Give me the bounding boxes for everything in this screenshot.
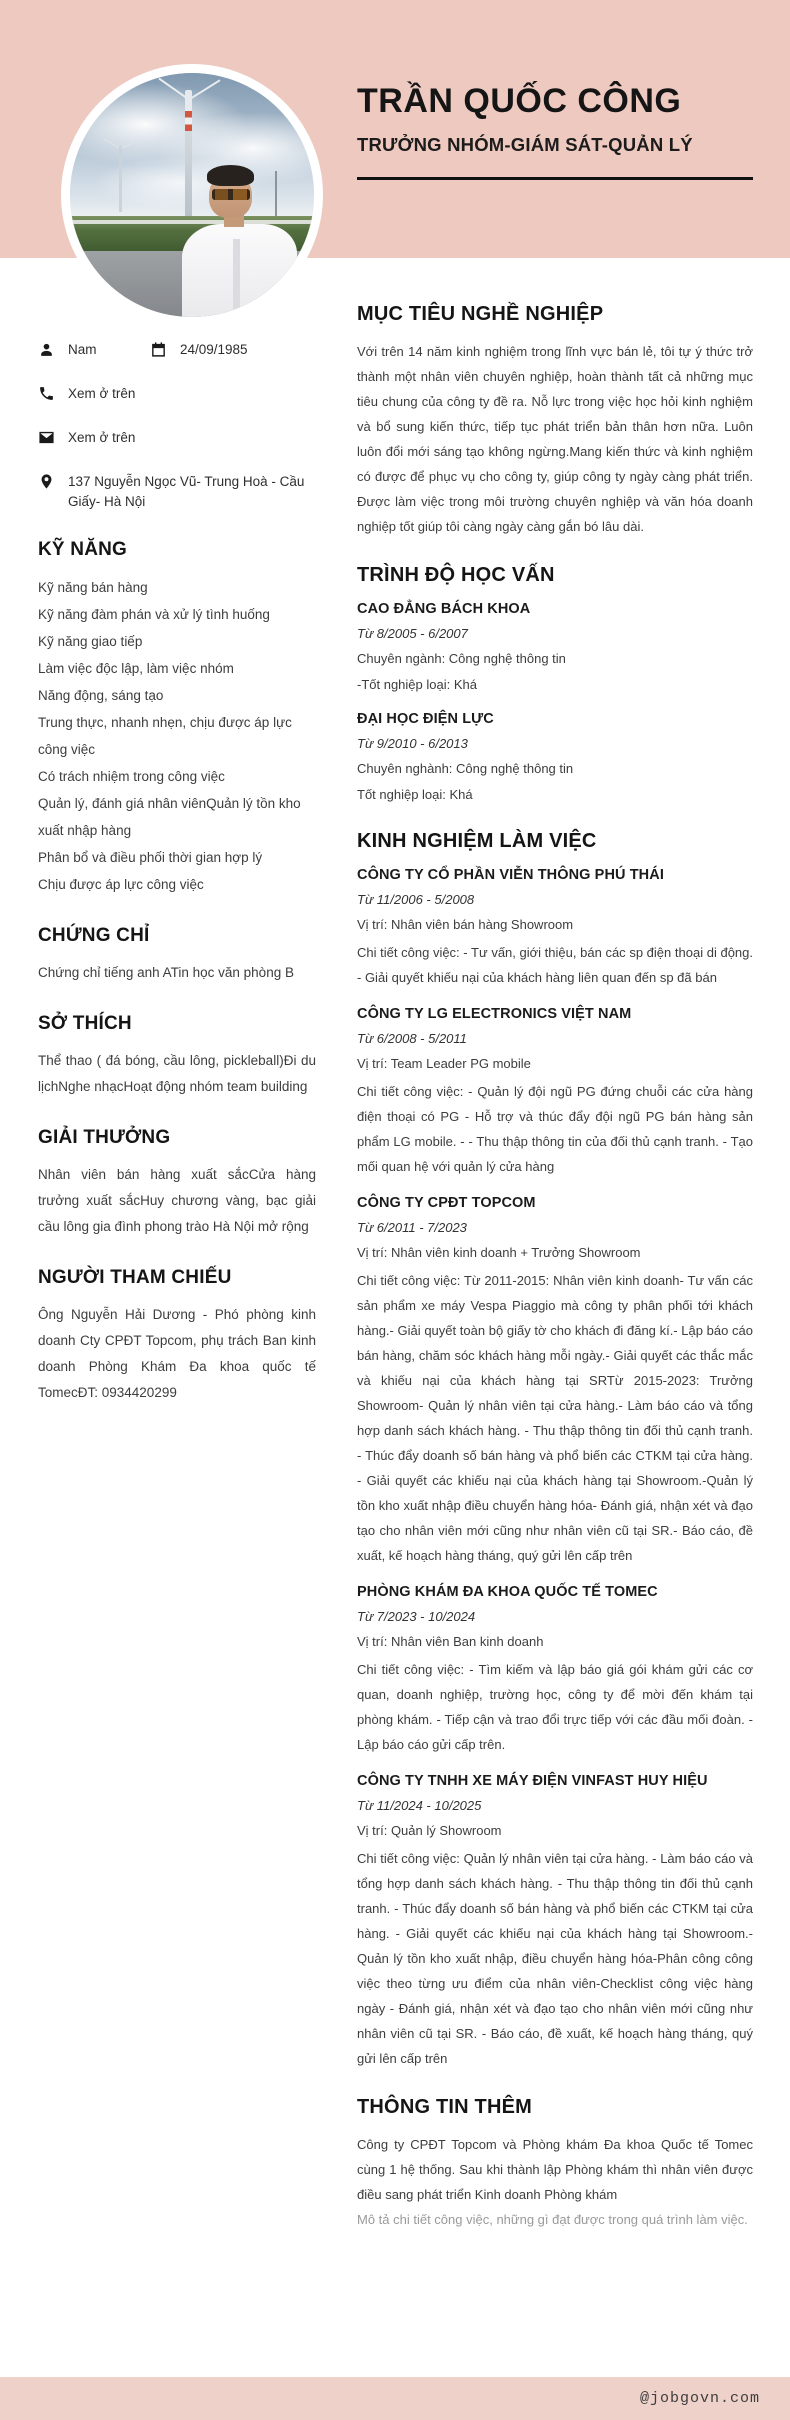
company-name: PHÒNG KHÁM ĐA KHOA QUỐC TẾ TOMEC (357, 1584, 658, 1600)
experience-position: Vị trí: Quản lý Showroom (357, 1823, 502, 1838)
experience-position: Vị trí: Nhân viên kinh doanh + Trưởng Showroom (357, 1245, 641, 1260)
section-heading-objective: MỤC TIÊU NGHỀ NGHIỆP (357, 303, 604, 325)
experience-entry (357, 1005, 753, 1179)
skill-item: Phân bổ và điều phối thời gian hợp lý (38, 850, 263, 865)
experience-position: Vị trí: Nhân viên bán hàng Showroom (357, 917, 574, 932)
info-row-phone (38, 384, 316, 404)
education-period: Từ 8/2005 - 6/2007 (357, 626, 468, 641)
experience-period: Từ 11/2024 - 10/2025 (357, 1798, 482, 1813)
experience-entry (357, 1194, 753, 1568)
skill-item: Làm việc độc lập, làm việc nhóm (38, 661, 234, 676)
photo-fence (70, 220, 314, 224)
education-entry (357, 600, 753, 695)
experience-position: Vị trí: Nhân viên Ban kinh doanh (357, 1634, 544, 1649)
additional-placeholder-text: Mô tả chi tiết công việc, những gì đạt được trong quá trình làm việc. (357, 2212, 748, 2227)
experience-period: Từ 7/2023 - 10/2024 (357, 1609, 476, 1624)
additional-text: Công ty CPĐT Topcom và Phòng khám Đa khoa Quốc tế Tomec cùng 1 hệ thống. Sau khi thành lập Phòng khám thì nhân viên được điều sang phát triển Kinh doanh Phòng khám (357, 2137, 753, 2202)
email-value: Xem ở trên (68, 430, 136, 445)
section-heading-skills: KỸ NĂNG (38, 539, 128, 560)
experience-detail: Chi tiết công việc: - Tư vấn, giới thiệu, bán các sp điện thoại di động. - Giải quyết khiếu nại của khách hàng liên quan đến sp đã bán (357, 945, 753, 985)
experience-period: Từ 6/2011 - 7/2023 (357, 1220, 467, 1235)
phone-icon (38, 385, 55, 402)
skill-item: Chịu được áp lực công việc (38, 877, 204, 892)
education-period: Từ 9/2010 - 6/2013 (357, 736, 468, 751)
section-heading-additional: THÔNG TIN THÊM (357, 2096, 533, 2118)
phone-value: Xem ở trên (68, 386, 136, 401)
info-row-email (38, 428, 316, 448)
education-major: Chuyên ngành: Công nghệ thông tin (357, 651, 566, 666)
header-divider (357, 177, 753, 180)
location-pin-icon (38, 473, 55, 490)
company-name: CÔNG TY CỔ PHẦN VIỄN THÔNG PHÚ THÁI (357, 867, 664, 883)
education-entry (357, 710, 753, 805)
section-objective (357, 302, 753, 539)
school-name: CAO ĐẲNG BÁCH KHOA (357, 601, 531, 617)
references-text: Ông Nguyễn Hải Dương - Phó phòng kinh doanh Cty CPĐT Topcom, phụ trách Ban kinh doanh Phòng Khám Đa khoa quốc tế TomecĐT: 0934420299 (38, 1307, 316, 1400)
skills-list (38, 574, 316, 898)
photo-wind-turbine (185, 90, 192, 222)
education-grade: -Tốt nghiệp loại: Khá (357, 677, 477, 692)
gender-value: Nam (68, 342, 97, 357)
company-name: CÔNG TY LG ELECTRONICS VIỆT NAM (357, 1006, 632, 1022)
experience-detail: Chi tiết công việc: Quản lý nhân viên tại cửa hàng. - Làm báo cáo và tổng hợp danh sách khách hàng. - Thu thập thông tin đối thủ cạnh tranh. - Thúc đẩy doanh số bán hàng và phổ biến các CTKM tại cửa hàng. - Giải quyết các khiếu nại của khách hàng tại Showroom.-Quản lý tồn kho xuất nhập, điều chuyển hàng hóa-Phân công công việc theo từng ưu điểm của nhân viên-Checklist công việc hàng ngày - Đánh giá, nhận xét và đạo tạo cho nhân viên mới cũng như nhân viên cũ tại SR. - Báo cáo, đề xuất, kế hoạch hàng tháng, quý gửi lên cấp trên (357, 1851, 753, 2066)
objective-text: Với trên 14 năm kinh nghiệm trong lĩnh vực bán lẻ, tôi tự ý thức trở thành một nhân viên chuyên nghiệp, hoàn thành tất cả những mục tiêu chung của công ty đề ra. Nỗ lực trong việc học hỏi kinh nghiệm và bổ sung kiến thức, tiếp tục phát triển bản thân hơn nữa. Luôn luôn đổi mới sáng tạo không ngừng.Mang kiến thức và kinh nghiệm có được để phục vụ cho công ty, giúp công ty ngày càng phát triển. Được làm việc trong môi trường chuyên nghiệp và văn hóa doanh nghiệp tốt giúp tôi càng ngày càng gắn bó lâu dài. (357, 344, 753, 534)
education-grade: Tốt nghiệp loại: Khá (357, 787, 473, 802)
phone-field (38, 384, 135, 404)
section-experience (357, 829, 753, 2071)
watermark: @jobgovn.com (639, 2390, 760, 2407)
section-heading-experience: KINH NGHIỆM LÀM VIỆC (357, 830, 597, 852)
experience-detail: Chi tiết công việc: Từ 2011-2015: Nhân viên kinh doanh- Tư vấn các sản phẩm xe máy Vespa Piaggio mà công ty phân phối tới khách hàng.- Giải quyết toàn bộ giấy tờ cho khách đi đăng kí.- Lập báo cáo bán hàng, chăm sóc khách hàng mỗi ngày.- Giải quyết các thắc mắc và khiếu nại của khách hàng tại SRTừ 2015-2023: Trưởng Showroom- Quản lý nhân viên tại cửa hàng.- Làm báo cáo và tổng hợp danh sách khách hàng. - Thu thập thông tin đối thủ cạnh tranh. - Thúc đẩy doanh số bán hàng và phổ biến các CTKM tại cửa hàng. - Giải quyết các khiếu nại của khách hàng tại Showroom.-Quản lý tồn kho xuất nhập điều chuyển hàng hóa- Đánh giá, nhận xét và đạo tạo cho nhân viên mới cũng như nhân viên cũ tại SR.- Báo cáo, đề xuất, kế hoạch hàng tháng, quý gửi lên cấp trên (357, 1273, 753, 1563)
section-heading-education: TRÌNH ĐỘ HỌC VẤN (357, 564, 555, 586)
experience-period: Từ 11/2006 - 5/2008 (357, 892, 475, 907)
section-additional-info (357, 2095, 753, 2232)
photo-man-shirt (182, 224, 297, 317)
school-name: ĐẠI HỌC ĐIỆN LỰC (357, 711, 494, 727)
footer-band (0, 2377, 790, 2420)
company-name: CÔNG TY TNHH XE MÁY ĐIỆN VINFAST HUY HIỆU (357, 1773, 708, 1789)
section-heading-hobbies: SỞ THÍCH (38, 1013, 132, 1034)
left-column (38, 340, 316, 1406)
skill-item: Năng động, sáng tạo (38, 688, 164, 703)
experience-entry (357, 1583, 753, 1757)
experience-entry (357, 866, 753, 990)
person-icon (38, 341, 55, 358)
awards-text: Nhân viên bán hàng xuất sắcCửa hàng trưởng xuất sắcHuy chương vàng, bạc giải cầu lông gia đình phong trào Hà Nội mở rộng (38, 1167, 316, 1234)
right-column (357, 302, 753, 2232)
header (357, 82, 753, 180)
hobbies-text: Thể thao ( đá bóng, cầu lông, pickleball)Đi du lịchNghe nhạcHoạt động nhóm team building (38, 1053, 316, 1094)
job-title: TRƯỞNG NHÓM-GIÁM SÁT-QUẢN LÝ (357, 134, 693, 155)
page-title: TRẦN QUỐC CÔNG (357, 82, 682, 120)
photo-sunglasses (212, 189, 250, 199)
experience-entry (357, 1772, 753, 2071)
dob-value: 24/09/1985 (180, 342, 248, 357)
section-heading-awards: GIẢI THƯỞNG (38, 1127, 171, 1148)
skill-item: Quản lý, đánh giá nhân viênQuản lý tồn kho xuất nhập hàng (38, 796, 301, 838)
calendar-icon (150, 341, 167, 358)
gender-field (38, 340, 150, 360)
mail-icon (38, 429, 55, 446)
skill-item: Kỹ năng giao tiếp (38, 634, 143, 649)
experience-detail: Chi tiết công việc: - Quản lý đội ngũ PG đứng chuỗi các cửa hàng điện thoại có PG - Hỗ trợ và thúc đẩy đội ngũ PG bán hàng sản phẩm LG mobile. - - Thu thập thông tin của đối thủ cạnh tranh. - Tạo mối quan hệ với quản lý cửa hàng (357, 1084, 753, 1174)
avatar (61, 64, 323, 326)
photo-shirt-placket (233, 239, 239, 317)
skill-item: Kỹ năng đàm phán và xử lý tình huống (38, 607, 270, 622)
photo-man-hair (207, 165, 254, 186)
address-value: 137 Nguyễn Ngọc Vũ- Trung Hoà - Cầu Giấy- Hà Nội (68, 474, 305, 509)
dob-field (150, 340, 248, 360)
experience-detail: Chi tiết công việc: - Tìm kiếm và lập báo giá gói khám gửi các cơ quan, doanh nghiệp, trường học, công ty để mời đến khám tại phòng khám. - Tiếp cận và trao đổi trực tiếp với các đầu mối đoàn. - Lập báo cáo gửi cấp trên. (357, 1662, 753, 1752)
company-name: CÔNG TY CPĐT TOPCOM (357, 1195, 536, 1211)
profile-photo (70, 73, 314, 317)
info-row-address (38, 472, 316, 512)
experience-position: Vị trí: Team Leader PG mobile (357, 1056, 531, 1071)
info-row-gender-dob (38, 340, 316, 360)
skill-item: Có trách nhiệm trong công việc (38, 769, 225, 784)
skill-item: Kỹ năng bán hàng (38, 580, 148, 595)
education-major: Chuyên nghành: Công nghệ thông tin (357, 761, 574, 776)
certificates-text: Chứng chỉ tiếng anh ATin học văn phòng B (38, 965, 294, 980)
address-field (38, 472, 316, 512)
section-heading-certificates: CHỨNG CHỈ (38, 925, 150, 946)
skill-item: Trung thực, nhanh nhẹn, chịu được áp lực công việc (38, 715, 292, 757)
email-field (38, 428, 135, 448)
section-heading-references: NGƯỜI THAM CHIẾU (38, 1267, 232, 1288)
section-education (357, 563, 753, 805)
photo-wind-turbine-small (119, 146, 122, 212)
experience-period: Từ 6/2008 - 5/2011 (357, 1031, 467, 1046)
